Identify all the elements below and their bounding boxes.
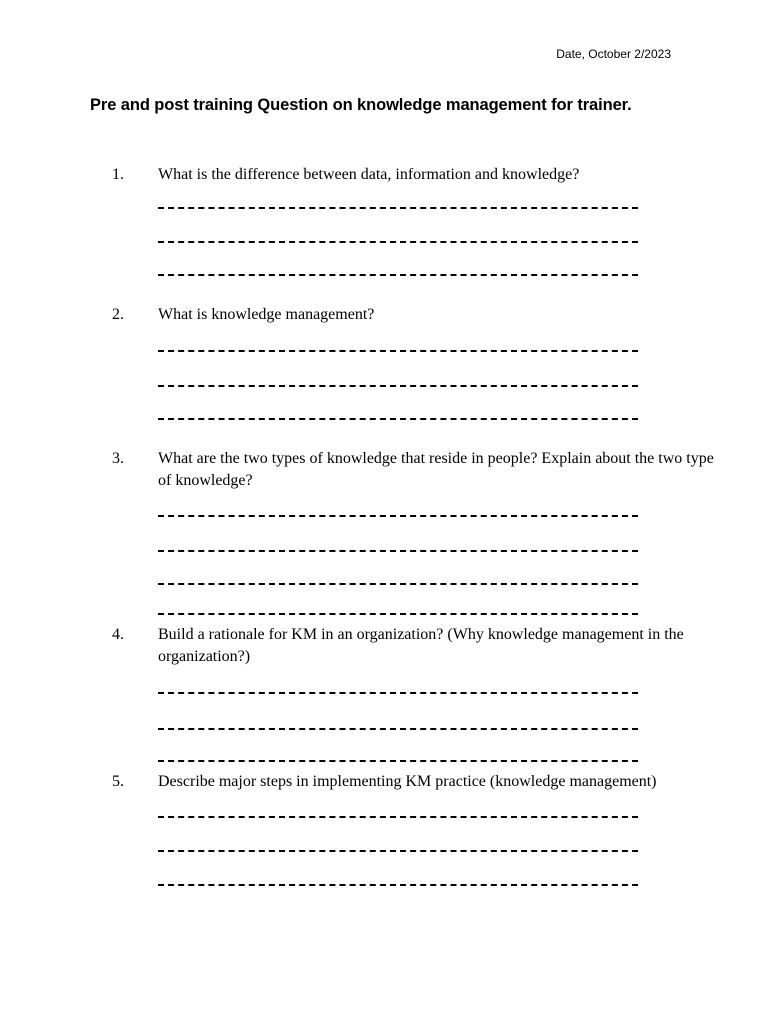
answer-line[interactable] <box>158 816 638 818</box>
answer-line[interactable] <box>158 760 638 762</box>
answer-line[interactable] <box>158 613 638 615</box>
question-text: What is the difference between data, information and knowledge? <box>158 166 580 183</box>
question-number: 1. <box>112 166 124 183</box>
question-number: 4. <box>112 626 124 643</box>
question-4 <box>112 624 732 668</box>
question-text: What are the two types of knowledge that reside in people? Explain about the two type of knowledge? <box>158 450 714 489</box>
question-text: What is knowledge management? <box>158 306 375 323</box>
page-title: Pre and post training Question on knowledge management for trainer. <box>90 96 632 114</box>
answer-line[interactable] <box>158 418 638 420</box>
answer-line[interactable] <box>158 850 638 852</box>
answer-line[interactable] <box>158 274 638 276</box>
question-number: 3. <box>112 450 124 467</box>
question-text: Describe major steps in implementing KM practice (knowledge management) <box>158 773 657 790</box>
question-number: 2. <box>112 306 124 323</box>
answer-line[interactable] <box>158 515 638 517</box>
answer-line[interactable] <box>158 550 638 552</box>
question-1 <box>112 164 732 186</box>
answer-line[interactable] <box>158 241 638 243</box>
question-number: 5. <box>112 773 124 790</box>
question-3 <box>112 448 732 492</box>
answer-line[interactable] <box>158 207 638 209</box>
question-5 <box>112 771 732 793</box>
answer-line[interactable] <box>158 692 638 694</box>
answer-line[interactable] <box>158 583 638 585</box>
answer-line[interactable] <box>158 728 638 730</box>
answer-line[interactable] <box>158 385 638 387</box>
question-text: Build a rationale for KM in an organization? (Why knowledge management in the organization?) <box>158 626 684 665</box>
date-label: Date, October 2/2023 <box>556 47 671 61</box>
answer-line[interactable] <box>158 350 638 352</box>
answer-line[interactable] <box>158 884 638 886</box>
question-2 <box>112 304 732 326</box>
